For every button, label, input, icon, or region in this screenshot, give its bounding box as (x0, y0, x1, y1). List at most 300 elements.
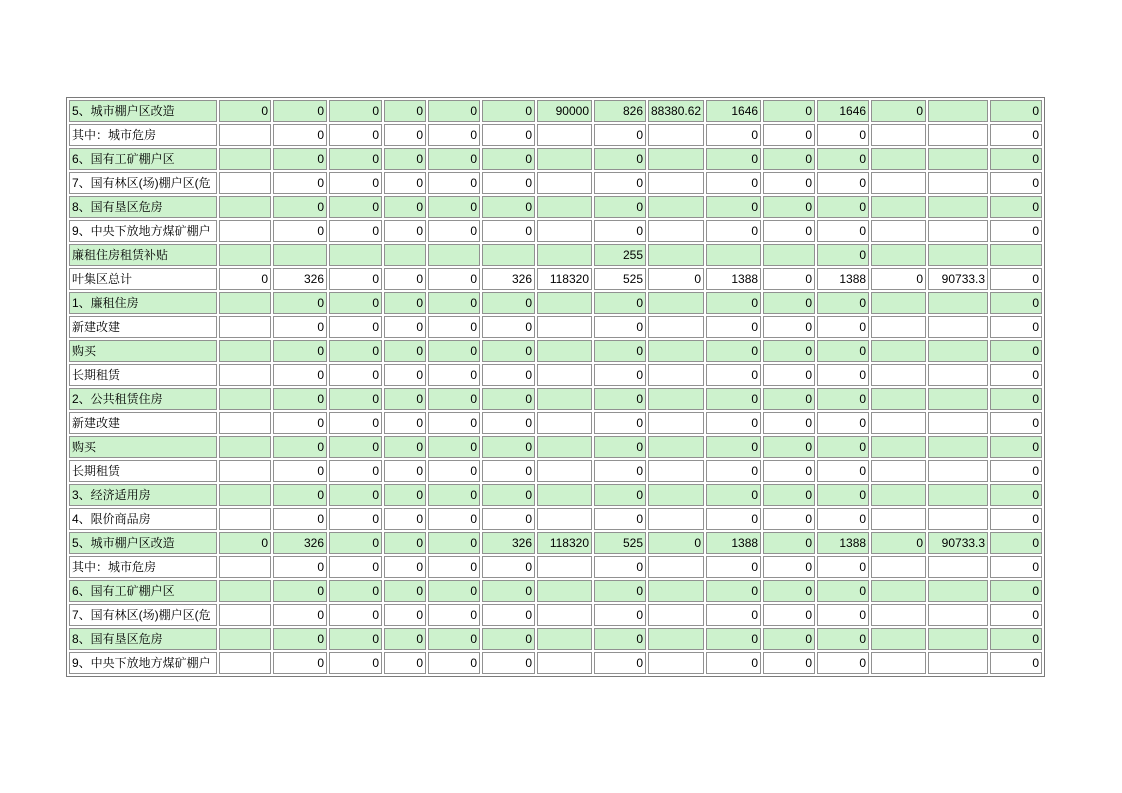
data-cell (537, 652, 592, 674)
data-cell (537, 172, 592, 194)
row-label-cell: 7、国有林区(场)棚户区(危 (69, 604, 217, 626)
data-cell: 0 (329, 340, 382, 362)
data-cell (871, 244, 926, 266)
data-cell: 0 (648, 532, 704, 554)
data-cell (648, 652, 704, 674)
data-cell: 0 (817, 460, 869, 482)
data-cell: 0 (428, 316, 480, 338)
data-cell (928, 436, 988, 458)
data-cell (871, 316, 926, 338)
data-cell: 0 (329, 148, 382, 170)
data-cell: 0 (706, 508, 761, 530)
table-row (69, 556, 1042, 578)
data-cell: 0 (594, 220, 646, 242)
data-cell: 0 (329, 124, 382, 146)
table-row (69, 220, 1042, 242)
data-cell: 0 (428, 268, 480, 290)
data-cell: 0 (763, 364, 815, 386)
data-cell: 0 (384, 484, 426, 506)
data-cell: 0 (594, 340, 646, 362)
data-cell (928, 316, 988, 338)
data-cell (537, 388, 592, 410)
data-cell: 0 (428, 652, 480, 674)
data-cell: 326 (482, 532, 535, 554)
data-cell: 0 (329, 196, 382, 218)
data-cell (871, 580, 926, 602)
data-cell (928, 412, 988, 434)
data-cell: 0 (384, 508, 426, 530)
data-cell: 0 (990, 316, 1042, 338)
data-cell: 0 (763, 316, 815, 338)
data-cell: 0 (219, 100, 271, 122)
data-cell: 0 (329, 436, 382, 458)
data-cell (871, 652, 926, 674)
data-cell: 1646 (817, 100, 869, 122)
data-cell (871, 628, 926, 650)
data-cell: 0 (329, 484, 382, 506)
data-cell: 0 (706, 556, 761, 578)
data-cell (219, 124, 271, 146)
row-label-cell: 廉租住房租赁补贴 (69, 244, 217, 266)
data-cell: 0 (384, 436, 426, 458)
data-cell: 0 (706, 460, 761, 482)
data-cell: 0 (990, 268, 1042, 290)
data-cell (537, 340, 592, 362)
data-cell: 0 (817, 316, 869, 338)
data-cell (537, 220, 592, 242)
data-cell: 0 (763, 580, 815, 602)
data-cell: 0 (428, 484, 480, 506)
data-cell (928, 364, 988, 386)
data-cell (648, 172, 704, 194)
data-cell (219, 244, 271, 266)
data-cell: 0 (594, 292, 646, 314)
data-cell: 0 (763, 628, 815, 650)
row-label-cell: 购买 (69, 340, 217, 362)
data-cell (871, 460, 926, 482)
data-cell (871, 508, 926, 530)
data-cell: 0 (763, 412, 815, 434)
row-label-cell: 1、廉租住房 (69, 292, 217, 314)
data-cell: 0 (594, 484, 646, 506)
data-cell: 0 (273, 628, 327, 650)
data-cell: 0 (763, 652, 815, 674)
table-row (69, 532, 1042, 554)
data-cell: 0 (384, 364, 426, 386)
data-cell: 0 (763, 460, 815, 482)
data-cell: 326 (482, 268, 535, 290)
data-cell: 0 (706, 364, 761, 386)
data-cell: 0 (763, 388, 815, 410)
data-cell (928, 340, 988, 362)
data-cell: 1388 (706, 268, 761, 290)
data-cell: 0 (763, 604, 815, 626)
data-cell: 0 (482, 172, 535, 194)
data-cell: 0 (384, 292, 426, 314)
data-cell: 0 (706, 148, 761, 170)
data-cell: 0 (763, 172, 815, 194)
data-cell: 0 (273, 220, 327, 242)
data-cell: 0 (817, 412, 869, 434)
data-cell (648, 484, 704, 506)
data-cell (648, 220, 704, 242)
data-cell (537, 196, 592, 218)
data-cell (648, 460, 704, 482)
data-cell (482, 244, 535, 266)
row-label-cell: 5、城市棚户区改造 (69, 100, 217, 122)
data-cell: 0 (428, 412, 480, 434)
data-cell: 0 (329, 172, 382, 194)
table-row (69, 388, 1042, 410)
table-row (69, 364, 1042, 386)
data-cell: 0 (817, 220, 869, 242)
data-cell: 0 (482, 652, 535, 674)
data-cell: 0 (384, 580, 426, 602)
table-row (69, 148, 1042, 170)
data-cell: 0 (706, 604, 761, 626)
row-label-cell: 5、城市棚户区改造 (69, 532, 217, 554)
data-cell: 0 (594, 148, 646, 170)
data-cell (928, 196, 988, 218)
data-cell (871, 148, 926, 170)
data-cell (219, 316, 271, 338)
housing-data-table (66, 97, 1045, 677)
table-row (69, 460, 1042, 482)
data-cell: 0 (329, 100, 382, 122)
data-cell: 0 (706, 412, 761, 434)
data-cell: 0 (273, 484, 327, 506)
data-cell: 0 (384, 388, 426, 410)
data-cell: 0 (482, 508, 535, 530)
table-row (69, 124, 1042, 146)
data-cell (648, 556, 704, 578)
data-cell (928, 100, 988, 122)
data-cell: 1646 (706, 100, 761, 122)
data-cell: 0 (763, 532, 815, 554)
data-cell: 0 (706, 580, 761, 602)
data-cell: 1388 (706, 532, 761, 554)
data-cell (871, 292, 926, 314)
data-cell: 0 (763, 124, 815, 146)
data-cell: 0 (817, 196, 869, 218)
data-cell: 0 (482, 412, 535, 434)
data-cell: 0 (990, 100, 1042, 122)
data-cell: 0 (594, 364, 646, 386)
data-cell (928, 652, 988, 674)
row-label-cell: 9、中央下放地方煤矿棚户 (69, 652, 217, 674)
data-cell: 0 (273, 100, 327, 122)
data-cell: 0 (706, 436, 761, 458)
table-body (69, 100, 1042, 674)
data-cell: 0 (273, 388, 327, 410)
data-cell: 0 (871, 100, 926, 122)
data-cell (219, 436, 271, 458)
data-cell: 0 (384, 460, 426, 482)
data-cell: 0 (482, 364, 535, 386)
data-cell: 0 (763, 292, 815, 314)
data-cell (928, 580, 988, 602)
data-cell: 0 (428, 628, 480, 650)
data-cell: 0 (428, 148, 480, 170)
data-cell: 0 (428, 604, 480, 626)
table-row (69, 412, 1042, 434)
data-cell (219, 292, 271, 314)
data-cell: 0 (219, 532, 271, 554)
data-cell: 118320 (537, 532, 592, 554)
table-row (69, 100, 1042, 122)
data-cell: 0 (763, 508, 815, 530)
data-cell: 0 (329, 412, 382, 434)
data-cell: 0 (329, 388, 382, 410)
data-cell (871, 412, 926, 434)
data-cell (219, 652, 271, 674)
data-cell (648, 604, 704, 626)
data-cell (871, 436, 926, 458)
data-cell (219, 412, 271, 434)
data-cell: 0 (428, 340, 480, 362)
data-cell: 0 (482, 316, 535, 338)
data-cell: 0 (817, 124, 869, 146)
data-cell: 0 (817, 148, 869, 170)
data-cell: 0 (817, 172, 869, 194)
data-cell: 0 (428, 124, 480, 146)
data-cell: 0 (384, 628, 426, 650)
data-cell: 90733.3 (928, 532, 988, 554)
data-cell: 0 (594, 508, 646, 530)
data-cell: 0 (648, 268, 704, 290)
data-cell: 0 (817, 436, 869, 458)
data-cell: 0 (384, 340, 426, 362)
data-cell: 0 (706, 316, 761, 338)
data-cell: 0 (990, 196, 1042, 218)
data-cell: 0 (990, 220, 1042, 242)
data-cell (990, 244, 1042, 266)
row-label-cell: 4、限价商品房 (69, 508, 217, 530)
data-cell: 0 (428, 508, 480, 530)
data-cell: 0 (706, 388, 761, 410)
data-cell (928, 556, 988, 578)
data-cell (537, 628, 592, 650)
data-cell: 0 (990, 436, 1042, 458)
data-cell: 0 (428, 436, 480, 458)
data-cell: 0 (871, 532, 926, 554)
data-cell (648, 364, 704, 386)
data-cell: 0 (384, 100, 426, 122)
data-cell (537, 604, 592, 626)
data-cell: 0 (990, 172, 1042, 194)
data-cell: 88380.62 (648, 100, 704, 122)
data-cell: 90000 (537, 100, 592, 122)
data-cell: 0 (817, 628, 869, 650)
data-cell: 0 (706, 340, 761, 362)
data-cell: 0 (428, 580, 480, 602)
data-cell: 0 (428, 220, 480, 242)
data-cell: 0 (428, 532, 480, 554)
data-cell: 0 (329, 532, 382, 554)
data-cell: 0 (706, 628, 761, 650)
data-cell: 0 (329, 628, 382, 650)
data-cell (928, 388, 988, 410)
data-cell: 0 (594, 604, 646, 626)
data-cell: 525 (594, 268, 646, 290)
data-cell: 0 (273, 148, 327, 170)
table-row (69, 340, 1042, 362)
data-cell: 0 (482, 436, 535, 458)
data-cell: 0 (706, 292, 761, 314)
data-cell (871, 604, 926, 626)
data-cell: 0 (871, 268, 926, 290)
data-cell: 0 (384, 124, 426, 146)
table-row (69, 508, 1042, 530)
data-cell (928, 604, 988, 626)
data-cell: 0 (329, 604, 382, 626)
data-cell: 0 (990, 412, 1042, 434)
data-cell (537, 244, 592, 266)
row-label-cell: 叶集区总计 (69, 268, 217, 290)
data-cell: 0 (482, 388, 535, 410)
data-cell: 0 (990, 388, 1042, 410)
data-cell: 0 (273, 556, 327, 578)
data-cell: 0 (273, 508, 327, 530)
data-cell: 0 (817, 364, 869, 386)
data-cell: 0 (594, 412, 646, 434)
data-cell: 0 (273, 292, 327, 314)
table-row (69, 292, 1042, 314)
data-cell (537, 508, 592, 530)
data-cell: 0 (817, 340, 869, 362)
data-cell: 0 (384, 148, 426, 170)
data-cell: 0 (384, 316, 426, 338)
data-cell: 0 (482, 460, 535, 482)
data-cell: 0 (817, 388, 869, 410)
spreadsheet-sheet (66, 97, 1045, 677)
data-cell (648, 292, 704, 314)
data-cell: 0 (482, 292, 535, 314)
data-cell: 0 (706, 484, 761, 506)
data-cell (537, 436, 592, 458)
data-cell: 0 (428, 292, 480, 314)
table-row (69, 580, 1042, 602)
data-cell: 0 (990, 340, 1042, 362)
data-cell (648, 508, 704, 530)
data-cell: 0 (990, 628, 1042, 650)
data-cell (329, 244, 382, 266)
data-cell: 0 (763, 556, 815, 578)
data-cell (219, 628, 271, 650)
data-cell (219, 196, 271, 218)
data-cell: 0 (990, 508, 1042, 530)
data-cell: 0 (273, 340, 327, 362)
data-cell (928, 124, 988, 146)
data-cell: 0 (706, 220, 761, 242)
data-cell: 0 (763, 100, 815, 122)
data-cell: 0 (273, 196, 327, 218)
row-label-cell: 新建改建 (69, 316, 217, 338)
data-cell (537, 412, 592, 434)
row-label-cell: 购买 (69, 436, 217, 458)
data-cell: 0 (384, 220, 426, 242)
data-cell: 0 (329, 580, 382, 602)
data-cell: 0 (482, 580, 535, 602)
row-label-cell: 长期租赁 (69, 364, 217, 386)
data-cell: 0 (706, 124, 761, 146)
data-cell: 0 (594, 460, 646, 482)
data-cell (871, 172, 926, 194)
data-cell (384, 244, 426, 266)
data-cell: 0 (990, 532, 1042, 554)
data-cell: 0 (384, 412, 426, 434)
data-cell: 0 (329, 556, 382, 578)
data-cell: 0 (594, 388, 646, 410)
table-row (69, 172, 1042, 194)
data-cell: 0 (594, 316, 646, 338)
row-label-cell: 其中：城市危房 (69, 556, 217, 578)
data-cell: 0 (482, 604, 535, 626)
data-cell: 0 (990, 364, 1042, 386)
data-cell: 0 (329, 220, 382, 242)
data-cell (273, 244, 327, 266)
data-cell: 0 (329, 316, 382, 338)
data-cell: 0 (384, 652, 426, 674)
data-cell (537, 580, 592, 602)
data-cell (537, 484, 592, 506)
data-cell: 0 (384, 172, 426, 194)
data-cell: 0 (482, 628, 535, 650)
data-cell (219, 604, 271, 626)
data-cell (928, 484, 988, 506)
data-cell: 90733.3 (928, 268, 988, 290)
row-label-cell: 6、国有工矿棚户区 (69, 148, 217, 170)
data-cell (219, 364, 271, 386)
data-cell (648, 196, 704, 218)
data-cell: 0 (990, 484, 1042, 506)
data-cell: 0 (817, 508, 869, 530)
table-row (69, 268, 1042, 290)
table-row (69, 628, 1042, 650)
table-row (69, 484, 1042, 506)
data-cell: 0 (594, 196, 646, 218)
data-cell: 0 (594, 652, 646, 674)
data-cell: 0 (817, 484, 869, 506)
data-cell: 0 (594, 172, 646, 194)
data-cell (219, 148, 271, 170)
data-cell (928, 244, 988, 266)
data-cell: 0 (482, 124, 535, 146)
data-cell: 0 (763, 220, 815, 242)
data-cell (648, 436, 704, 458)
data-cell: 0 (273, 460, 327, 482)
data-cell: 0 (329, 652, 382, 674)
data-cell: 0 (329, 292, 382, 314)
data-cell: 0 (273, 364, 327, 386)
data-cell: 0 (990, 124, 1042, 146)
data-cell: 0 (482, 340, 535, 362)
data-cell: 0 (482, 100, 535, 122)
data-cell: 0 (273, 124, 327, 146)
data-cell: 0 (817, 292, 869, 314)
data-cell (219, 220, 271, 242)
data-cell (871, 340, 926, 362)
data-cell: 0 (594, 580, 646, 602)
data-cell: 525 (594, 532, 646, 554)
data-cell (537, 316, 592, 338)
row-label-cell: 7、国有林区(场)棚户区(危 (69, 172, 217, 194)
data-cell (219, 172, 271, 194)
data-cell: 0 (763, 436, 815, 458)
data-cell: 0 (329, 268, 382, 290)
data-cell (428, 244, 480, 266)
row-label-cell: 新建改建 (69, 412, 217, 434)
